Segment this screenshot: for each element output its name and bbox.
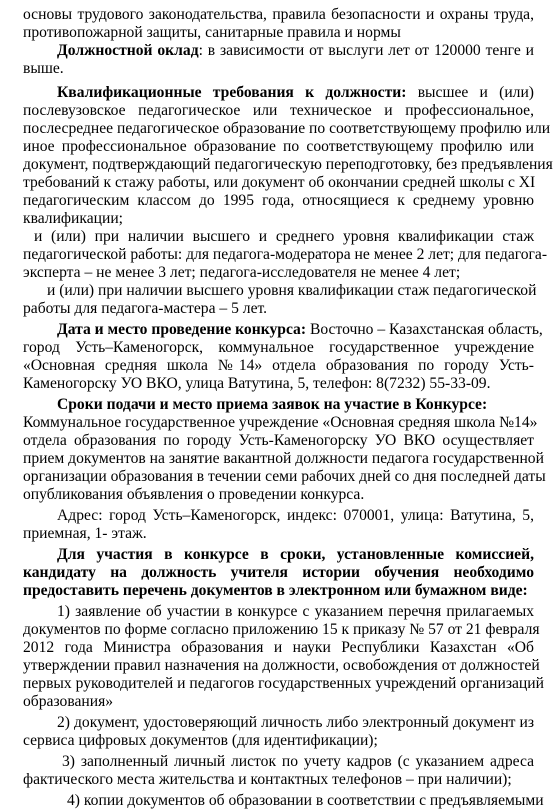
heading-submission: Сроки подачи и место приема заявок на участие в Конкурсе: [57, 396, 488, 413]
text-line: Квалификационные требования к должности: высшее и (или) [57, 84, 535, 101]
list-item-4: 4) копии документов об образовании в соответствии с предъявляемыми [67, 792, 544, 809]
text-line: педагогической работы: для педагога-модератора не менее 2 лет; для педагога- [23, 246, 548, 263]
list-item-2: сервиса цифровых документов (для идентификации); [23, 732, 378, 749]
text-line: основы трудового законодательства, правила безопасности и охраны труда, [23, 6, 534, 23]
text-line: приемная, 1- этаж. [23, 525, 147, 542]
text-line: город Усть–Каменогорск, коммунальное государственное учреждение [23, 339, 534, 356]
text-line: Коммунальное государственное учреждение «Основная средняя школа №14» [23, 414, 538, 431]
text-line: послесреднее педагогическое образование по соответствующему профилю или [23, 120, 551, 137]
list-item-1: утверждении правил назначения на должности, освобождения от должностей [23, 657, 540, 674]
text-line: педагогическим классом до 1995 года, относящиеся к среднему уровню [23, 192, 534, 209]
list-item-1: первых руководителей и педагогов государственных учреждений организаций [23, 675, 544, 692]
text-line: послевузовское педагогическое или техническое и профессиональное, [23, 102, 534, 119]
list-item-3: фактического места жительства и контактных телефонов – при наличии); [23, 771, 512, 788]
text-line: «Основная средняя школа №14» отдела образования по городу Усть- [23, 357, 534, 374]
text-line: документ, подтверждающий педагогическую переподготовку, без предъявления [23, 156, 553, 173]
text-line: Дата и место проведение конкурса: Восточно – Казахстанская область, [57, 321, 543, 338]
heading-documents: предоставить перечень документов в электронном или бумажном виде: [23, 582, 528, 599]
text-line: Адрес: город Усть–Каменогорск, индекс: 070001, улица: Ватутина, 5, [57, 507, 534, 524]
text-line: выше. [23, 60, 64, 77]
list-item-2: 2) документ, удостоверяющий личность либо электронный документ из [57, 714, 534, 731]
text-line: эксперта – не менее 3 лет; педагога-исследователя не менее 4 лет; [23, 264, 461, 281]
heading-documents: Для участия в конкурсе в сроки, установленные комиссией, [57, 546, 534, 563]
list-item-3: 3) заполненный личный листок по учету кадров (с указанием адреса [62, 753, 534, 770]
text-line: противопожарной защиты, санитарные правила и нормы [23, 24, 401, 41]
text-line: работы для педагога-мастера – 5 лет. [23, 300, 268, 317]
text-line: Каменогорску УО ВКО, улица Ватутина, 5, телефон: 8(7232) 55-33-09. [23, 375, 491, 392]
text-line: требований к стажу работы, или документ об окончании средней школы с XI [23, 174, 536, 191]
text-line: и (или) при наличии высшего и среднего уровня квалификации стаж [34, 228, 534, 245]
heading-salary: Должностной оклад [57, 42, 199, 59]
list-item-1: 1) заявление об участии в конкурсе с указанием перечня прилагаемых [57, 603, 534, 620]
heading-qualification: Квалификационные требования к должности: [57, 84, 407, 101]
text-line: иное профессиональное образование по соответствующему профилю или [23, 138, 534, 155]
heading-documents: кандидату на должность учителя истории обучения необходимо [23, 564, 534, 581]
list-item-1: образования» [23, 693, 114, 710]
text-line: организации образования в течении семи рабочих дней со дня последней даты [23, 468, 546, 485]
text-line: отдела образования по городу Усть-Каменогорску УО ВКО осуществляет [23, 432, 534, 449]
text-line: опубликования объявления о проведении конкурса. [23, 486, 365, 503]
heading-date-place: Дата и место проведение конкурса: [57, 321, 307, 338]
list-item-1: документов по форме согласно приложению 15 к приказу № 57 от 21 февраля [23, 621, 540, 638]
list-item-1: 2012 года Министра образования и науки Республики Казахстан «Об [23, 639, 534, 656]
text-line: Должностной оклад: в зависимости от выслуги лет от 120000 тенге и [57, 42, 534, 59]
text-line: и (или) при наличии высшего уровня квалификации стаж педагогической [47, 282, 537, 299]
text-line: прием документов на занятие вакантной должности педагога государственной [23, 450, 544, 467]
text-line: квалификации; [23, 210, 123, 227]
